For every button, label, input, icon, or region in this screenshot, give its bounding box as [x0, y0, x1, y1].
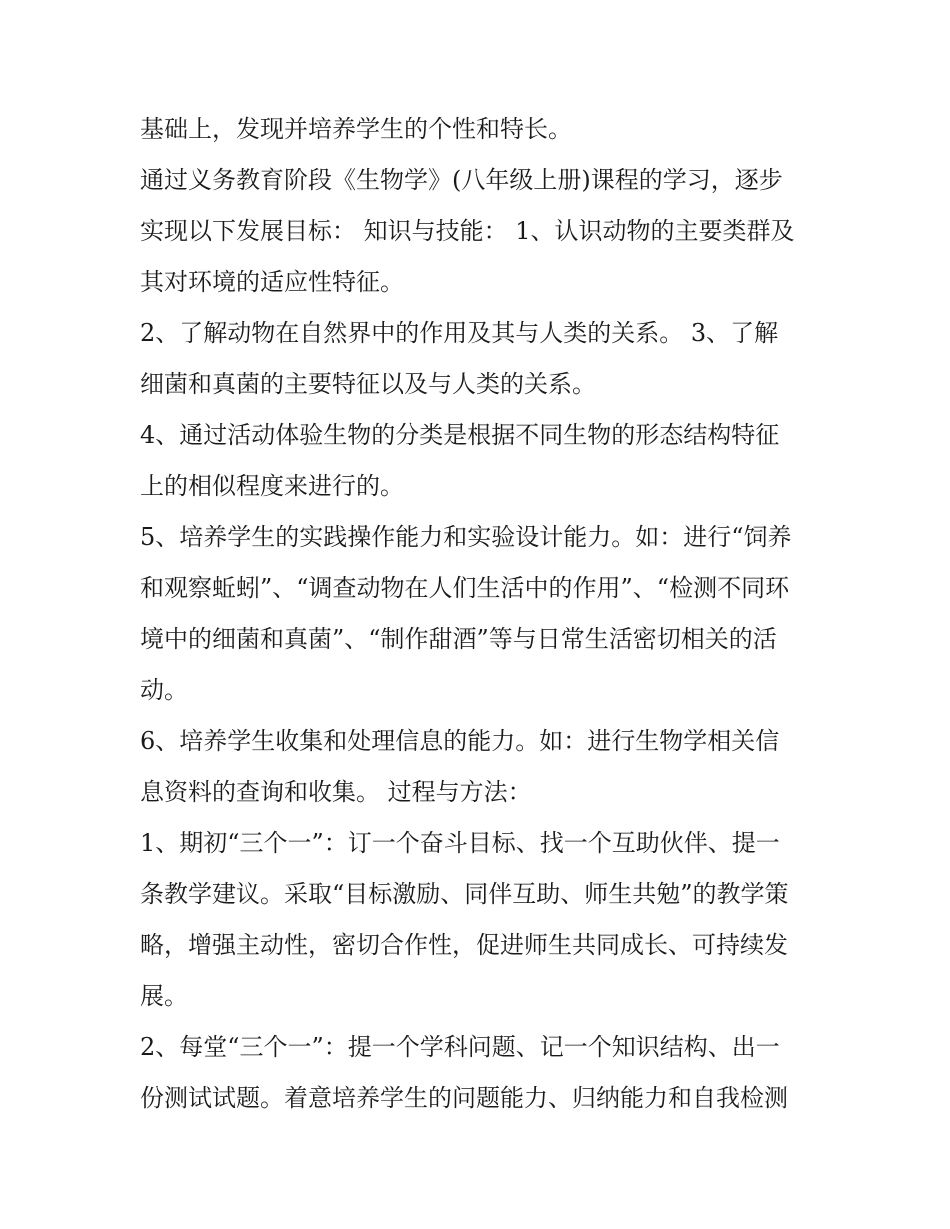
document-body — [140, 104, 816, 1124]
text-line: 份测试试题。着意培养学生的问题能力、归纳能力和自我检测 — [140, 1084, 788, 1112]
paragraph-1 — [140, 104, 816, 155]
text-line: 细菌和真菌的主要特征以及与人类的关系。 — [140, 370, 596, 398]
text-line: 息资料的查询和收集。 过程与方法： — [140, 778, 532, 806]
text-line: 略，增强主动性，密切合作性，促进师生共同成长、可持续发 — [140, 931, 788, 959]
text-line: 基础上，发现并培养学生的个性和特长。 — [140, 115, 572, 143]
text-line: 境中的细菌和真菌”、“制作甜酒”等与日常生活密切相关的活 — [140, 625, 777, 653]
text-line: 通过义务教育阶段《生物学》(八年级上册)课程的学习，逐步 — [140, 166, 783, 194]
text-line: 展。 — [140, 982, 188, 1010]
text-line: 1、期初“三个一”：订一个奋斗目标、找一个互助伙伴、提一 — [140, 829, 780, 857]
text-line: 实现以下发展目标： 知识与技能： 1、认识动物的主要类群及 — [140, 217, 795, 245]
text-line: 6、培养学生收集和处理信息的能力。如：进行生物学相关信 — [140, 727, 780, 755]
text-line: 条教学建议。采取“目标激励、同伴互助、师生共勉”的教学策 — [140, 880, 789, 908]
text-line: 其对环境的适应性特征。 — [140, 268, 404, 296]
text-line: 4、通过活动体验生物的分类是根据不同生物的形态结构特征 — [140, 421, 780, 449]
text-line: 和观察蚯蚓”、“调查动物在人们生活中的作用”、“检测不同环 — [140, 574, 790, 602]
paragraph-5 — [140, 512, 816, 716]
text-line: 2、每堂“三个一”：提一个学科问题、记一个知识结构、出一 — [140, 1033, 780, 1061]
text-line: 动。 — [140, 676, 188, 704]
paragraph-2 — [140, 155, 816, 308]
text-line: 上的相似程度来进行的。 — [140, 472, 404, 500]
text-line: 5、培养学生的实践操作能力和实验设计能力。如：进行“饲养 — [140, 523, 792, 551]
paragraph-8 — [140, 1022, 816, 1124]
paragraph-3 — [140, 308, 816, 410]
paragraph-6 — [140, 716, 816, 818]
paragraph-4 — [140, 410, 816, 512]
text-line: 2、了解动物在自然界中的作用及其与人类的关系。 3、了解 — [140, 319, 779, 347]
paragraph-7 — [140, 818, 816, 1022]
